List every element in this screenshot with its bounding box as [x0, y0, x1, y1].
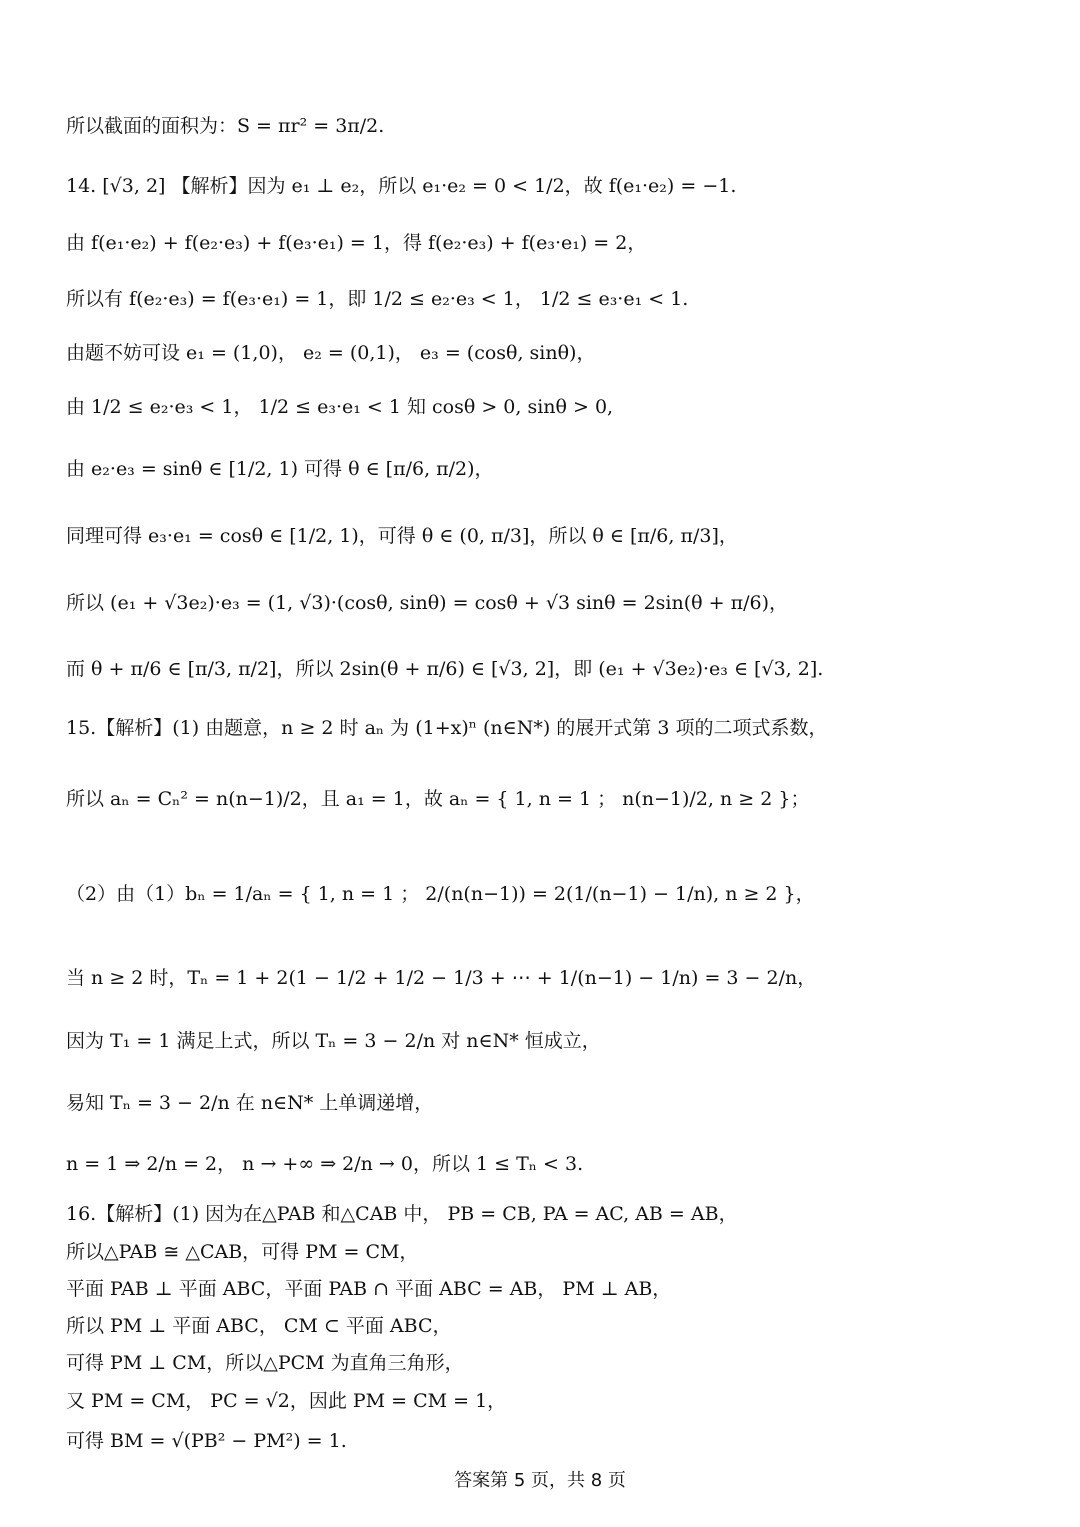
text-line: 所以有 f(e₂·e₃) = f(e₃·e₁) = 1，即 1/2 ≤ e₂·e₃ < 1， 1/2 ≤ e₃·e₁ < 1.: [66, 288, 689, 310]
text-line: 所以 aₙ = Cₙ² = n(n−1)/2，且 a₁ = 1，故 aₙ = { 1, n = 1 ； n(n−1)/2, n ≥ 2 }；: [66, 788, 810, 810]
page-footer: 答案第 5 页，共 8 页: [454, 1470, 626, 1491]
text-line: 平面 PAB ⊥ 平面 ABC，平面 PAB ∩ 平面 ABC = AB， PM ⊥ AB，: [66, 1278, 672, 1300]
section-heading: 16.【解析】(1) 因为在△PAB 和△CAB 中， PB = CB, PA = AC, AB = AB，: [66, 1203, 738, 1225]
text-line: 由 f(e₁·e₂) + f(e₂·e₃) + f(e₃·e₁) = 1，得 f(e₂·e₃) + f(e₃·e₁) = 2，: [66, 232, 647, 254]
text-line: 可得 BM = √(PB² − PM²) = 1.: [66, 1430, 347, 1452]
section-heading: 15.【解析】(1) 由题意，n ≥ 2 时 aₙ 为 (1+x)ⁿ (n∈N*) 的展开式第 3 项的二项式系数，: [66, 717, 828, 739]
text-line: 14. [√3, 2] 【解析】因为 e₁ ⊥ e₂，所以 e₁·e₂ = 0 < 1/2，故 f(e₁·e₂) = −1.: [66, 175, 737, 197]
text-line: 所以 (e₁ + √3e₂)·e₃ = (1, √3)·(cosθ, sinθ) = cosθ + √3 sinθ = 2sin(θ + π/6)，: [66, 592, 788, 614]
text-line: n = 1 ⇒ 2/n = 2， n → +∞ ⇒ 2/n → 0，所以 1 ≤ Tₙ < 3.: [66, 1153, 584, 1175]
text-line: 由 e₂·e₃ = sinθ ∈ [1/2, 1) 可得 θ ∈ [π/6, π/2)，: [66, 458, 494, 480]
text-line: （2）由（1）bₙ = 1/aₙ = { 1, n = 1 ； 2/(n(n−1)) = 2(1/(n−1) − 1/n), n ≥ 2 }，: [66, 883, 815, 905]
text-line: 所以 PM ⊥ 平面 ABC， CM ⊂ 平面 ABC，: [66, 1315, 452, 1337]
text-line: 同理可得 e₃·e₁ = cosθ ∈ [1/2, 1)，可得 θ ∈ (0, π/3]，所以 θ ∈ [π/6, π/3]，: [66, 525, 738, 547]
text-line: 由 1/2 ≤ e₂·e₃ < 1， 1/2 ≤ e₃·e₁ < 1 知 cosθ > 0, sinθ > 0,: [66, 396, 614, 418]
text-line: 由题不妨可设 e₁ = (1,0)， e₂ = (0,1)， e₃ = (cosθ, sinθ)，: [66, 342, 596, 364]
text-line: 当 n ≥ 2 时，Tₙ = 1 + 2(1 − 1/2 + 1/2 − 1/3 + ⋯ + 1/(n−1) − 1/n) = 3 − 2/n，: [66, 967, 817, 989]
text-line: 因为 T₁ = 1 满足上式，所以 Tₙ = 3 − 2/n 对 n∈N* 恒成立，: [66, 1030, 601, 1052]
text-line: 又 PM = CM， PC = √2，因此 PM = CM = 1，: [66, 1390, 507, 1412]
text-line: 所以△PAB ≅ △CAB，可得 PM = CM，: [66, 1241, 419, 1263]
text-line: 所以截面的面积为：S = πr² = 3π/2.: [66, 115, 385, 137]
text-line: 可得 PM ⊥ CM，所以△PCM 为直角三角形，: [66, 1352, 464, 1374]
text-line: 而 θ + π/6 ∈ [π/3, π/2]，所以 2sin(θ + π/6) ∈ [√3, 2]，即 (e₁ + √3e₂)·e₃ ∈ [√3, 2].: [66, 658, 824, 680]
text-line: 易知 Tₙ = 3 − 2/n 在 n∈N* 上单调递增，: [66, 1092, 434, 1114]
